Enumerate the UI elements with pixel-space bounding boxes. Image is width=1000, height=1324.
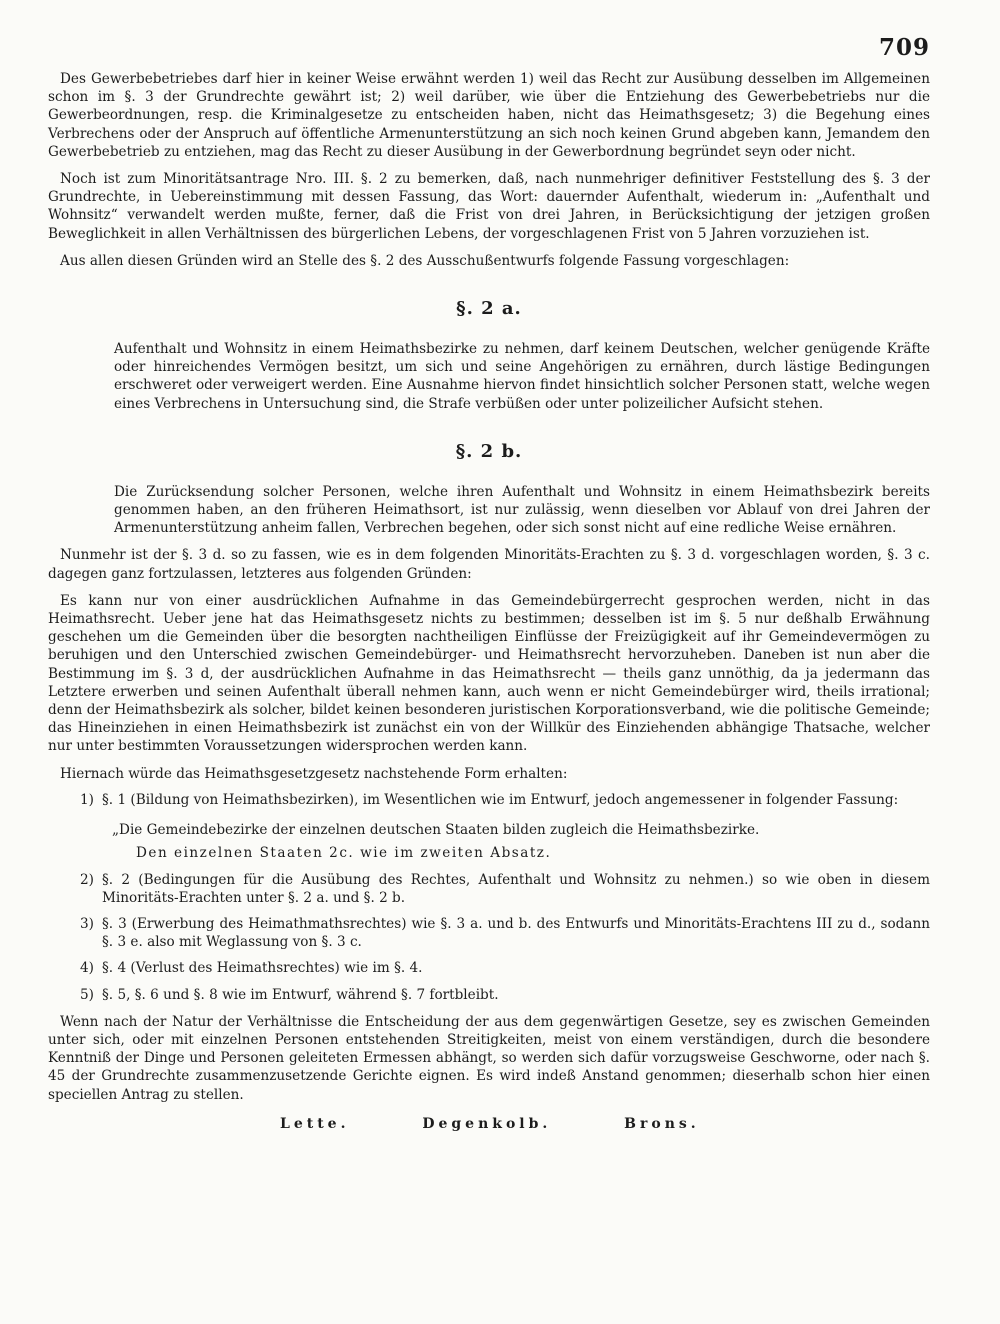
list-item-number: 5) [80,986,94,1003]
list-item [48,959,930,977]
list-item-number: 2) [80,871,94,888]
paragraph-3d-intro: Nunmehr ist der §. 3 d. so zu fassen, wie es in dem folgenden Minoritäts-Erachten zu §. 3 d. vorgeschlagen worden, §. 3 c. dagegen ganz fortzulassen, letzteres aus folgenden Gründen: [48,547,930,582]
section-title-2a: §. 2 a. [456,298,522,320]
section-2b-text: Die Zurücksendung solcher Personen, welche ihren Aufenthalt und Wohnsitz in einem Heimathsbezirk bereits genommen haben, an den früheren Heimathsort, ist nur zulässig, wenn dieselben vor Ablauf von drei Jahren der Armenunterstützung anheim fallen, Verbrechen begehen, oder sich sonst nicht auf eine redliche Weise ernähren. [114,483,930,537]
list-item-number: 3) [80,915,94,932]
section-title-2b: §. 2 b. [455,440,523,462]
paragraph-commerce: Des Gewerbebetriebes darf hier in keiner Weise erwähnt werden 1) weil das Recht zur Ausübung desselben im Allgemeinen schon im §. 3 der Grundrechte gewährt ist; 2) weil darüber, wie über die Entziehung des Gewerbebetriebs nur die Gewerbeordnungen, resp. die Kriminalgesetze zu entscheiden haben, nicht das Heimathsgesetz; 3) die Begehung eines Verbrechens oder der Anspruch auf öffentliche Armenunterstützung an sich noch keinen Grund abgeben kann, Jemandem den Gewerbebetrieb zu entziehen, mag das Recht zu dieser Ausübung in der Gewerbordnung begründet seyn oder nicht. [48,71,930,160]
list-item [48,791,930,809]
paragraph-final: Wenn nach der Natur der Verhältnisse die Entscheidung der aus dem gegenwärtigen Gesetze, sey es zwischen Gemeinden unter sich, oder mit einzelnen Personen entstehenden Streitigkeiten, meist von einem verständigen, durch die besondere Kenntniß der Dinge und Personen geleiteten Ermessen abhängt, so werden sich dafür vorzugsweise Geschworne, oder nach §. 45 der Grundrechte zusammenzusetzende Gerichte eignen. Es wird indeß Anstand genommen; dieserhalb schon hier einen speciellen Antrag zu stellen. [48,1013,930,1103]
section-2a-text: Aufenthalt und Wohnsitz in einem Heimathsbezirke zu nehmen, darf keinem Deutschen, welcher genügende Kräfte oder hinreichendes Vermögen besitzt, um sich und seine Angehörigen zu ernähren, durch lästige Bedingungen erschweret oder verweigert werden. Eine Ausnahme hiervon findet hinsichtlich solcher Personen statt, welche wegen eines Verbrechens in Untersuchung sind, die Strafe verbüßen oder unter polizeilicher Aufsicht stehen. [114,341,930,412]
paragraph-minority-motion: Noch ist zum Minoritätsantrage Nro. III. §. 2 zu bemerken, daß, nach nunmehriger definitiver Feststellung des §. 3 der Grundrechte, in Uebereinstimmung mit dessen Fassung, das Wort: dauernder Aufenthalt, wiederum in: „Aufenthalt und Wohnsitz“ verwandelt werden mußte, ferner, daß die Frist von drei Jahren, in Berücksichtigung der jetzigen großen Beweglichkeit in allen Verhältnissen des bürgerlichen Lebens, der vorgeschlagenen Frist von 5 Jahren vorzuziehen ist. [48,171,930,242]
quote-line-1: „Die Gemeindebezirke der einzelnen deutschen Staaten bilden zugleich die Heimathsbezirke. [112,822,760,839]
list-item-number: 4) [80,960,94,977]
list-item-text: §. 2 (Bedingungen für die Ausübung des Rechtes, Aufenthalt und Wohnsitz zu nehmen.) so wie oben in diesem Minoritäts-Erachten unter §. 2 a. und §. 2 b. [102,871,930,906]
list-item [48,986,930,1004]
signature-lette: Lette. [280,1115,350,1132]
list-item-text: §. 3 (Erwerbung des Heimathmathsrechtes) wie §. 3 a. und b. des Entwurfs und Minoritäts-Erachtens III zu d., sodann §. 3 e. also mit Weglassung von §. 3 c. [102,915,930,951]
signature-degenkolb: Degenkolb. [422,1115,552,1132]
list-item-text: §. 5, §. 6 und §. 8 wie im Entwurf, während §. 7 fortbleibt. [102,986,499,1003]
section-2a-block [48,340,930,413]
signature-brons: Brons. [624,1115,700,1132]
list-item-text: §. 1 (Bildung von Heimathsbezirken), im Wesentlichen wie im Entwurf, jedoch angemessener in folgender Fassung: [102,791,899,808]
section-2b-block [48,483,930,538]
list-item-text: §. 4 (Verlust des Heimathsrechtes) wie im §. 4. [102,960,423,977]
paragraph-proposal-intro: Aus allen diesen Gründen wird an Stelle des §. 2 des Ausschußentwurfs folgende Fassung vorgeschlagen: [60,252,790,269]
page-number: 709 [878,34,930,61]
list-item-number: 1) [80,791,94,808]
list-item [48,915,930,951]
paragraph-form-intro: Hiernach würde das Heimathsgesetzgesetz nachstehende Form erhalten: [60,765,568,782]
signatures [48,1116,930,1132]
quote-line-2: Den einzelnen Staaten 2c. wie im zweiten Absatz. [136,845,552,862]
paragraph-reasons: Es kann nur von einer ausdrücklichen Aufnahme in das Gemeindebürgerrecht gesprochen werden, nicht in das Heimathsrecht. Ueber jene hat das Heimathsgesetz nichts zu bestimmen; desselben ist im §. 5 nur deßhalb Erwähnung geschehen um die Gemeinden über die besorgten nachtheiligen Einflüsse der Freizügigkeit auf ihr Gemeindevermögen zu beruhigen und den Unterschied zwischen Gemeindebürger- und Heimathsrecht hervorzuheben. Daneben ist nun aber die Bestimmung im §. 3 d, der ausdrücklichen Aufnahme in das Heimathsrecht — theils ganz unnöthig, da ja jedermann das Letztere erwerben und seinen Aufenthalt überall nehmen kann, auch wenn er nicht Gemeindebürger wird, theils irrational; denn der Heimathsbezirk als solcher, bildet keinen besonderen juristischen Korporationsverband, wie die politische Gemeinde; das Hineinziehen in einen Heimathsbezirk ist zunächst ein von der Willkür des Einziehenden abhängige Thatsache, welcher nur unter bestimmten Voraussetzungen widersprochen werden kann. [48,592,930,755]
list-item [48,871,930,907]
